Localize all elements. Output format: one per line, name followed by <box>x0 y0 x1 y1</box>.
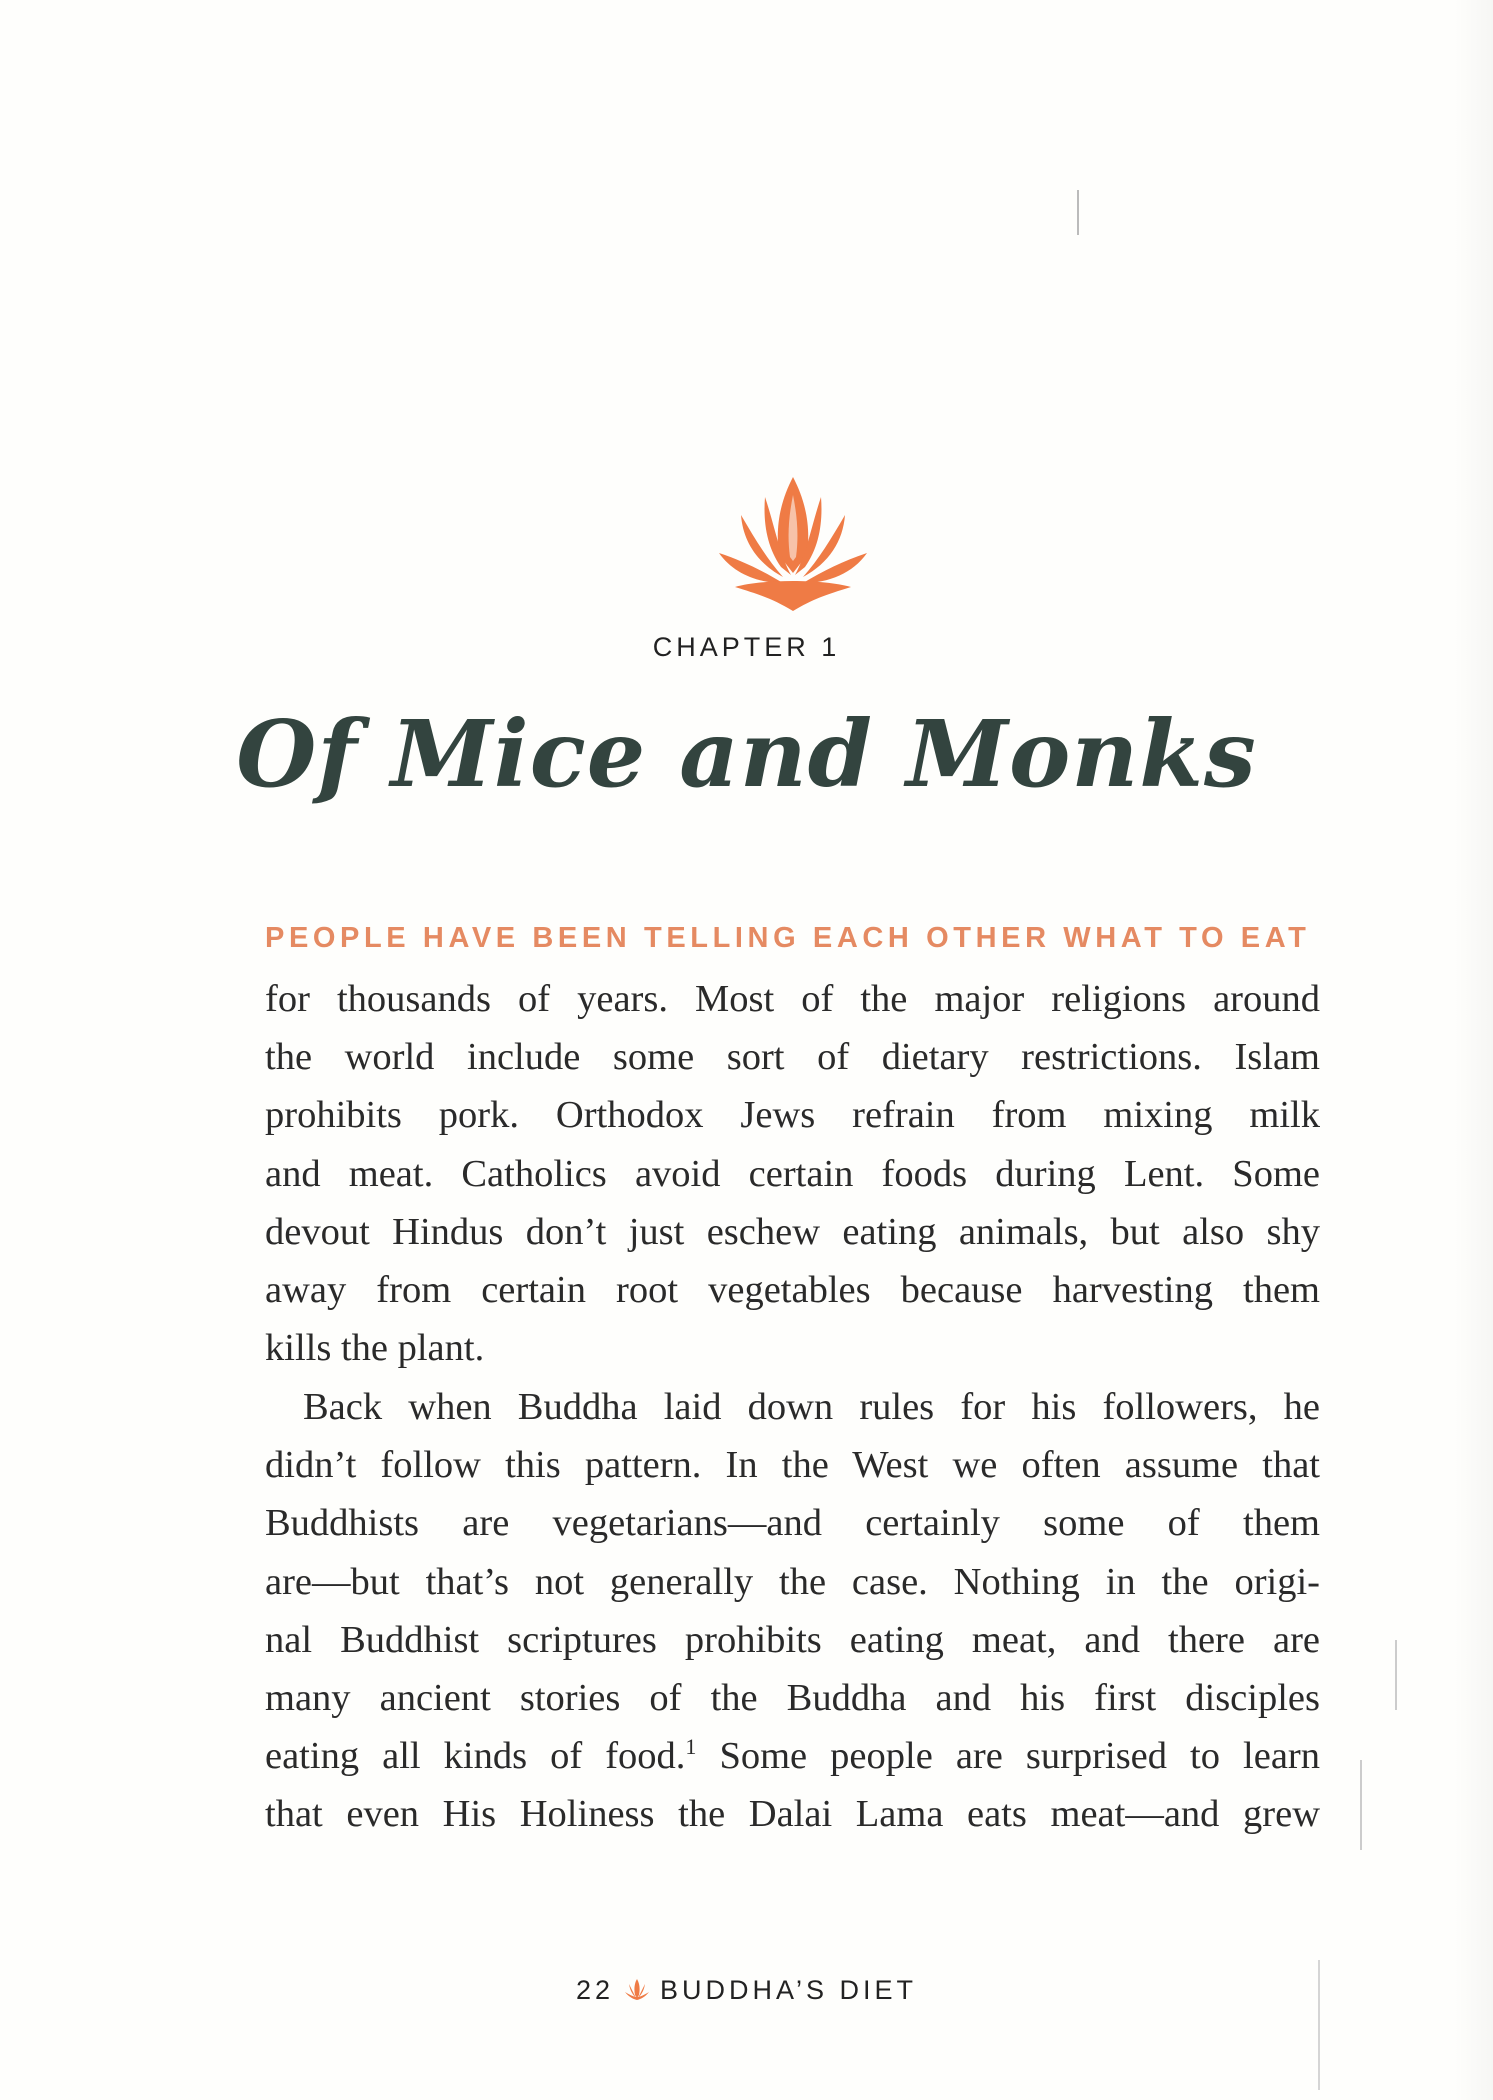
scan-mark <box>1395 1640 1397 1710</box>
paragraph-1 <box>265 970 1320 1377</box>
text-line: Back when Buddha laid down rules for his followers, he <box>303 1386 1320 1428</box>
text-line: kills the plant. <box>265 1327 485 1370</box>
text-line-with-footnote <box>265 1727 1320 1785</box>
page-footer <box>0 1975 1493 2006</box>
text-line: nal Buddhist scriptures prohibits eating meat, and there are <box>265 1618 1320 1661</box>
chapter-label: CHAPTER 1 <box>652 632 841 662</box>
text-line: many ancient stories of the Buddha and his first disciples <box>265 1676 1320 1719</box>
text-line: are—but that’s not generally the case. Nothing in the origi- <box>265 1560 1320 1603</box>
footnote-marker: 1 <box>685 1734 697 1760</box>
paragraph-2 <box>265 1378 1320 1844</box>
text-line: and meat. Catholics avoid certain foods during Lent. Some <box>265 1152 1320 1195</box>
chapter-title: Of Mice and Monks <box>236 700 1257 808</box>
page-number: 22 <box>575 1975 614 2005</box>
text-line: prohibits pork. Orthodox Jews refrain from mixing milk <box>265 1094 1320 1137</box>
scan-shadow <box>1453 0 1493 2100</box>
scan-mark <box>1077 190 1079 235</box>
lotus-small-icon <box>624 1978 650 2002</box>
scan-mark <box>1360 1760 1362 1850</box>
text-line: away from certain root vegetables because harvesting them <box>265 1268 1320 1311</box>
book-title: BUDDHA’S DIET <box>660 1975 918 2005</box>
text-line: Buddhists are vegetarians—and certainly some of them <box>265 1502 1320 1545</box>
text-line: that even His Holiness the Dalai Lama eats meat—and grew <box>265 1793 1320 1836</box>
lotus-icon <box>713 475 873 615</box>
text-line: devout Hindus don’t just eschew eating animals, but also shy <box>265 1210 1320 1253</box>
text-fragment: eating all kinds of food. <box>265 1735 686 1778</box>
text-fragment: Some people are surprised to learn <box>696 1735 1320 1778</box>
text-line: for thousands of years. Most of the major religions around <box>265 978 1320 1020</box>
text-line: didn’t follow this pattern. In the West we often assume that <box>265 1444 1320 1487</box>
text-line: the world include some sort of dietary restrictions. Islam <box>265 1036 1320 1079</box>
lead-in-text: PEOPLE HAVE BEEN TELLING EACH OTHER WHAT TO EAT <box>265 922 1311 954</box>
